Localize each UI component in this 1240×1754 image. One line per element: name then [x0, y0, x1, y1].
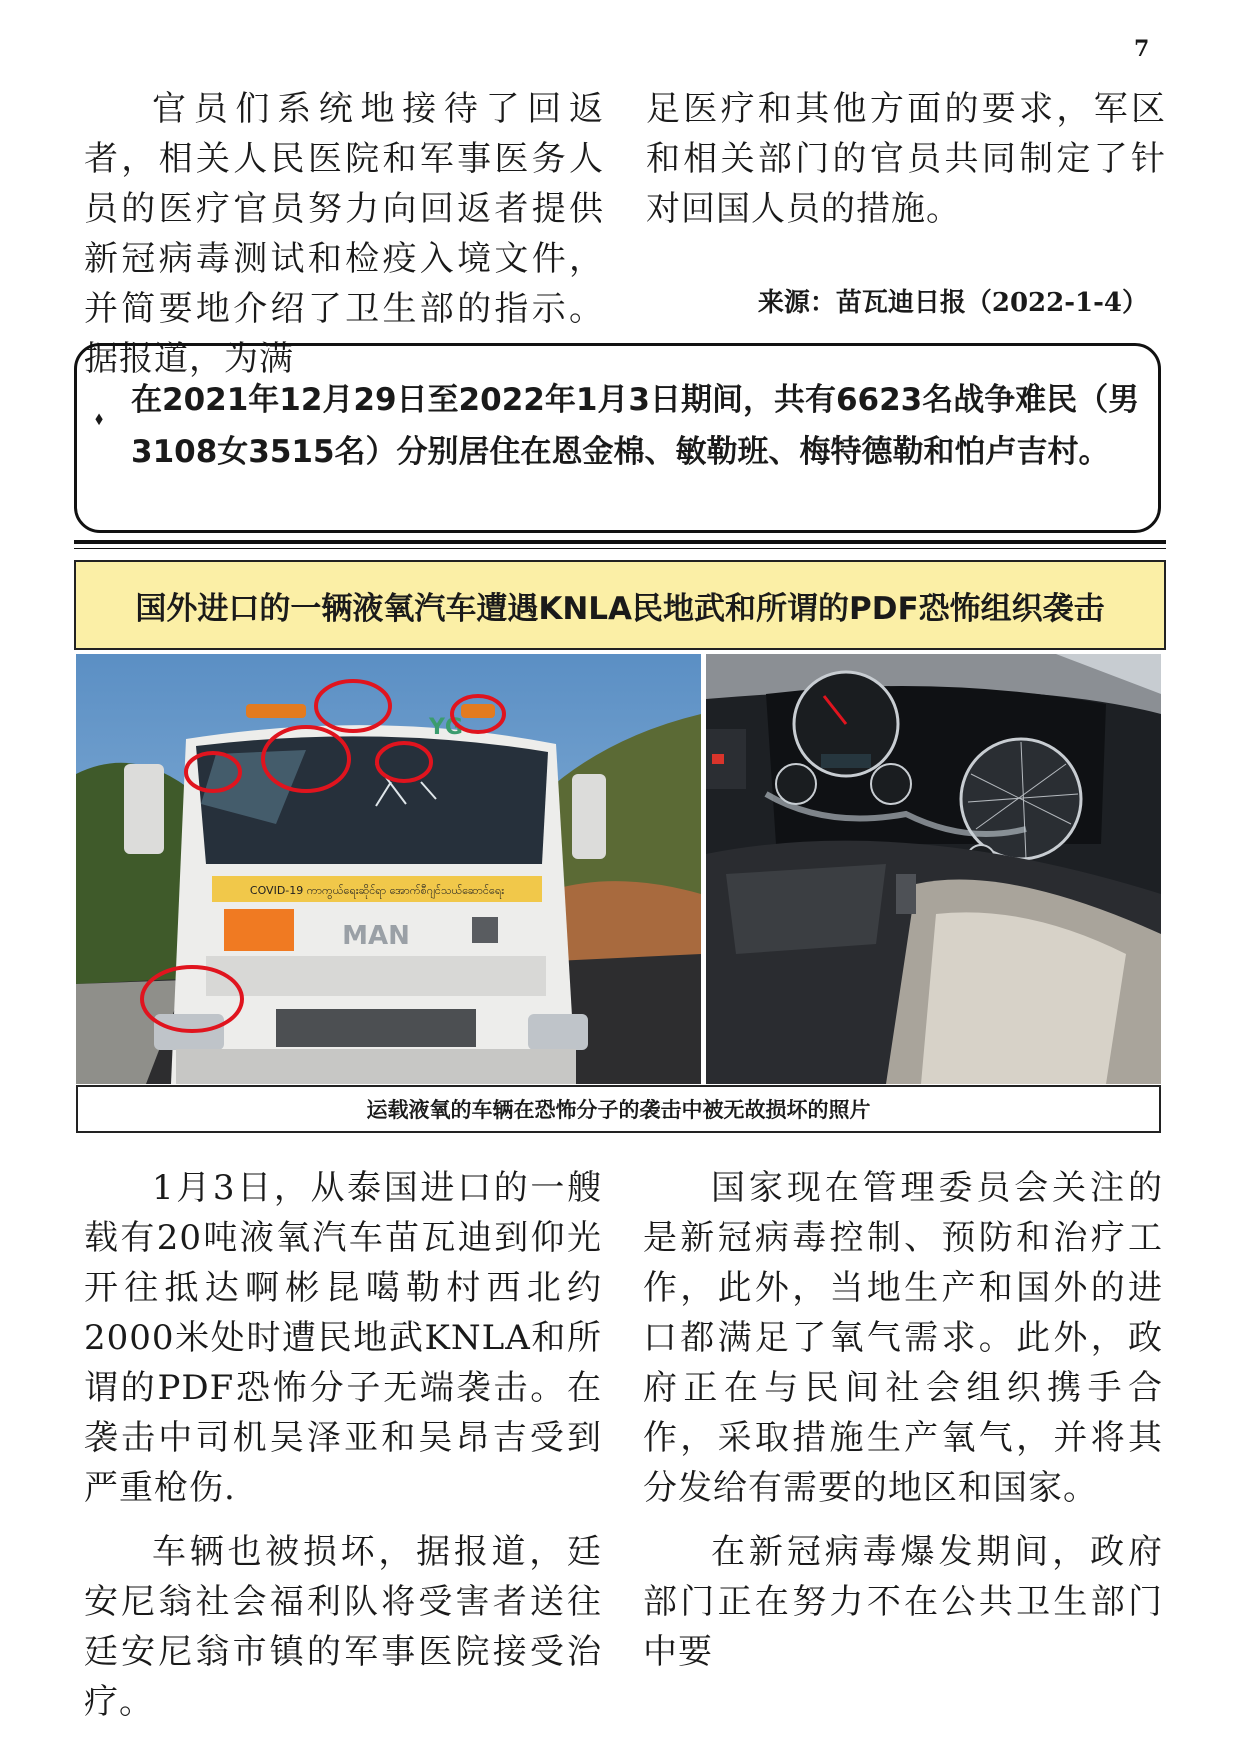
bottom-left-paragraph-1: 1月3日，从泰国进口的一艘载有20吨液氧汽车苗瓦迪到仰光开往抵达啊彬昆噶勒村西北约2000米处时遭民地武KNLA和所谓的PDF恐怖分子无端袭击。在袭击中司机吴泽亚和吴昂吉受到严重枪伤. — [84, 1168, 602, 1508]
bottom-right-paragraph-1: 国家现在管理委员会关注的是新冠病毒控制、预防和治疗工作，此外，当地生产和国外的进口都满足了氧气需求。此外，政府正在与民间社会组织携手合作，采取措施生产氧气，并将其分发给有需要的地区和国家。 — [643, 1168, 1163, 1508]
bottom-right-column — [643, 1163, 1163, 1677]
bottom-left-column — [84, 1163, 602, 1727]
bottom-left-paragraph-2: 车辆也被损坏，据报道，廷安尼翁社会福利队将受害者送往廷安尼翁市镇的军事医院接受治疗。 — [84, 1532, 602, 1722]
divider-thin — [74, 548, 1166, 549]
truck-brand-text: MAN — [342, 921, 410, 951]
truck-photo — [76, 654, 701, 1084]
article-headline: 国外进口的一辆液氧汽车遭遇KNLA民地武和所谓的PDF恐怖组织袭击 — [74, 560, 1166, 650]
tank-mark-text: YG — [429, 715, 463, 740]
dashboard-photo — [706, 654, 1161, 1084]
source-line: 来源：苗瓦迪日报（2022-1-4） — [757, 288, 1148, 318]
notice-box — [74, 343, 1161, 533]
diamond-bullet-icon: ⬧ — [95, 408, 104, 429]
truck-sign-text: COVID-19 ကာကွယ်ရေးဆိုင်ရာ အောက်စီဂျင်သယ်ဆောင်ရေး — [249, 884, 505, 897]
divider-thick — [74, 540, 1166, 544]
bottom-right-paragraph-2: 在新冠病毒爆发期间，政府部门正在努力不在公共卫生部门中要 — [643, 1532, 1163, 1672]
page-number: 7 — [1134, 36, 1150, 62]
top-right-paragraph: 足医疗和其他方面的要求，军区和相关部门的官员共同制定了针对回国人员的措施。 — [646, 89, 1166, 229]
top-right-column — [646, 84, 1166, 234]
top-left-column — [84, 84, 604, 384]
top-left-paragraph: 官员们系统地接待了回返者，相关人民医院和军事医务人员的医疗官员努力向回返者提供新冠病毒测试和检疫入境文件，并简要地介绍了卫生部的指示。据报道，为满 — [84, 89, 604, 379]
photo-caption: 运载液氧的车辆在恐怖分子的袭击中被无故损坏的照片 — [76, 1085, 1161, 1133]
notice-text: 在2021年12月29日至2022年1月3日期间，共有6623名战争难民（男3108女3515名）分别居住在恩金棉、敏勒班、梅特德勒和怕卢吉村。 — [131, 382, 1140, 470]
